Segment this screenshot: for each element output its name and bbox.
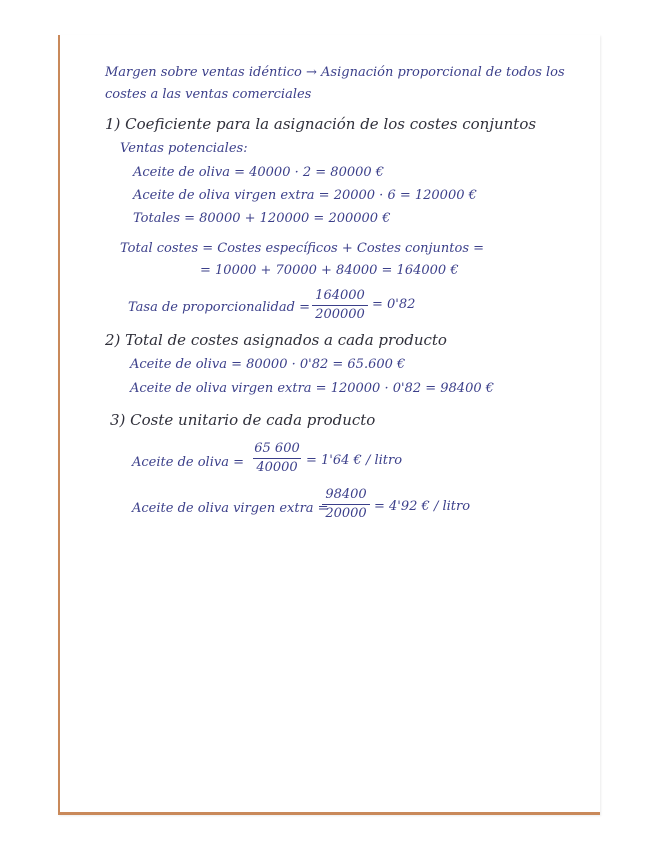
tasa-result: = 0'82 [372,297,416,312]
costes-line-2: = 10000 + 70000 + 84000 = 164000 € [200,263,459,278]
ventas-line-3: Totales = 80000 + 120000 = 200000 € [133,211,391,226]
section-3-title: 3) Coste unitario de cada producto [110,411,376,429]
unitario-label-2: Aceite de oliva virgen extra = [132,501,329,516]
unitario-label-1: Aceite de oliva = [132,455,244,470]
unitario-numerator-2: 98400 [325,487,367,502]
unitario-result-2: = 4'92 € / litro [374,499,471,514]
tasa-fraction [312,288,368,323]
tasa-label: Tasa de proporcionalidad = [128,300,310,315]
ventas-label: Ventas potenciales: [120,141,248,156]
fraction-bar [322,504,370,505]
section-2-title: 2) Total de costes asignados a cada producto [105,331,447,349]
tasa-numerator: 164000 [315,288,365,303]
asignado-line-1: Aceite de oliva = 80000 · 0'82 = 65.600 € [130,357,406,372]
costes-line-1: Total costes = Costes específicos + Costes conjuntos = [120,241,485,256]
unitario-denominator-1: 40000 [256,460,298,475]
ventas-line-2: Aceite de oliva virgen extra = 20000 · 6 = 120000 € [133,188,477,203]
fraction-bar [312,305,368,306]
ventas-line-1: Aceite de oliva = 40000 · 2 = 80000 € [133,165,385,180]
fraction-bar [253,458,301,459]
handwritten-page [58,35,600,815]
tasa-denominator: 200000 [315,307,365,322]
intro-line-2: costes a las ventas comerciales [105,87,312,102]
unitario-fraction-2 [322,487,370,522]
unitario-fraction-1 [253,441,301,476]
unitario-denominator-2: 20000 [325,506,367,521]
unitario-result-1: = 1'64 € / litro [306,453,403,468]
intro-line-1: Margen sobre ventas idéntico → Asignación proporcional de todos los [105,65,565,80]
unitario-numerator-1: 65 600 [254,441,300,456]
section-1-title: 1) Coeficiente para la asignación de los costes conjuntos [105,115,537,133]
asignado-line-2: Aceite de oliva virgen extra = 120000 · 0'82 = 98400 € [130,381,495,396]
